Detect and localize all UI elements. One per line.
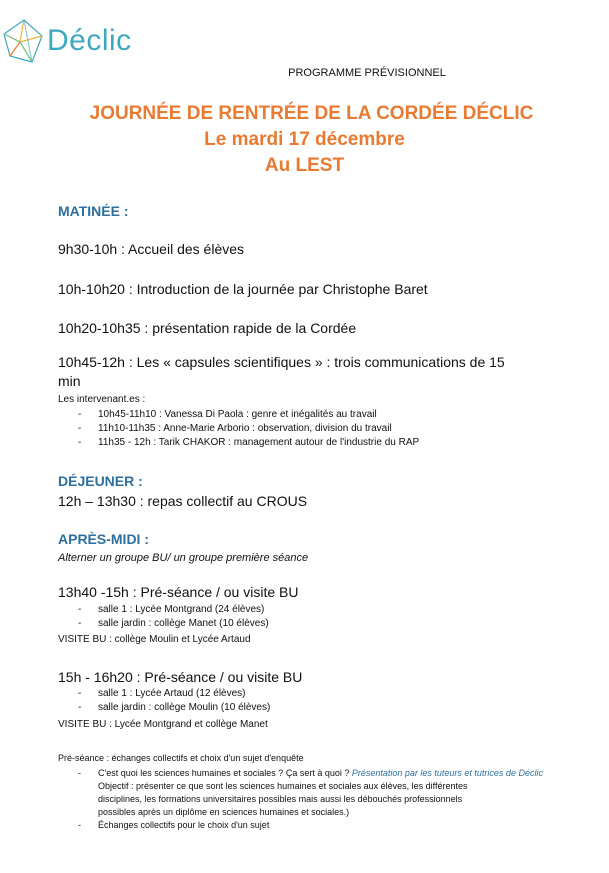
list-item: - 10h45-11h10 : Vanessa Di Paola : genre et inégalités au travail: [78, 408, 419, 422]
preseance-label: Pré-séance : échanges collectifs et choix d'un sujet d'enquête: [58, 753, 304, 763]
objectif-line-1: Objectif : présenter ce que sont les sciences humaines et sociales aux élèves, les différentes: [98, 781, 468, 791]
list-item: [78, 767, 578, 819]
title-line-1: JOURNÉE DE RENTRÉE DE LA CORDÉE DÉCLIC: [89, 103, 534, 124]
page-title: [0, 101, 609, 179]
slot1-visite: VISITE BU : collège Moulin et Lycée Artaud: [58, 634, 251, 645]
preseance-list: [58, 767, 578, 832]
apres-midi-heading: APRÈS-MIDI :: [58, 531, 149, 547]
intervenants-list: [58, 408, 419, 450]
objectif-line-3: possibles après un diplôme en sciences humaines et sociales.): [98, 807, 350, 817]
list-item: - salle 1 : Lycée Artaud (12 élèves): [78, 687, 270, 701]
intervenants-label: Les intervenant.es :: [58, 394, 146, 405]
matinee-item-2: 10h-10h20 : Introduction de la journée par Christophe Baret: [58, 281, 428, 297]
list-item: - salle 1 : Lycée Montgrand (24 élèves): [78, 603, 269, 617]
dejeuner-line: 12h – 13h30 : repas collectif au CROUS: [58, 493, 308, 509]
apres-midi-note: Alterner un groupe BU/ un groupe première séance: [58, 552, 309, 564]
matinee-item-1: 9h30-10h : Accueil des élèves: [58, 241, 245, 257]
brand-name: Déclic: [47, 24, 132, 57]
title-line-2: Le mardi 17 décembre: [204, 129, 405, 150]
matinee-item-3: 10h20-10h35 : présentation rapide de la Cordée: [58, 320, 357, 336]
slot1-title: 13h40 -15h : Pré-séance / ou visite BU: [58, 584, 299, 600]
title-line-3: Au LEST: [264, 155, 345, 176]
capsules-line-2: min: [58, 373, 81, 389]
dejeuner-heading: DÉJEUNER :: [58, 473, 143, 489]
list-item: - 11h10-11h35 : Anne-Marie Arborio : observation, division du travail: [78, 422, 419, 436]
preseance-item-1-italic: Présentation par les tuteurs et tutrices de Déclic: [351, 768, 543, 778]
matinee-heading: MATINÉE :: [58, 203, 129, 219]
slot1-rooms: [58, 603, 269, 631]
list-item: - 11h35 - 12h : Tarik CHAKOR : management autour de l'industrie du RAP: [78, 436, 419, 450]
list-item: - salle jardin : collège Manet (10 élèves): [78, 617, 269, 631]
capsules-line-1: 10h45-12h : Les « capsules scientifiques » : trois communications de 15: [58, 354, 505, 370]
slot2-rooms: [58, 687, 270, 715]
preseance-item-1-text: C'est quoi les sciences humaines et sociales ? Ça sert à quoi ?: [98, 768, 352, 778]
slot2-title: 15h - 16h20 : Pré-séance / ou visite BU: [58, 669, 303, 685]
slot2-visite: VISITE BU : Lycée Montgrand et collège Manet: [58, 719, 268, 730]
list-item: - Échanges collectifs pour le choix d'un sujet: [78, 819, 578, 832]
list-item: - salle jardin : collège Moulin (10 élèves): [78, 701, 270, 715]
objectif-line-2: disciplines, les formations universitaires possibles mais aussi les débouchés professionnels: [98, 794, 463, 804]
program-subtitle: PROGRAMME PRÉVISIONNEL: [288, 67, 446, 79]
